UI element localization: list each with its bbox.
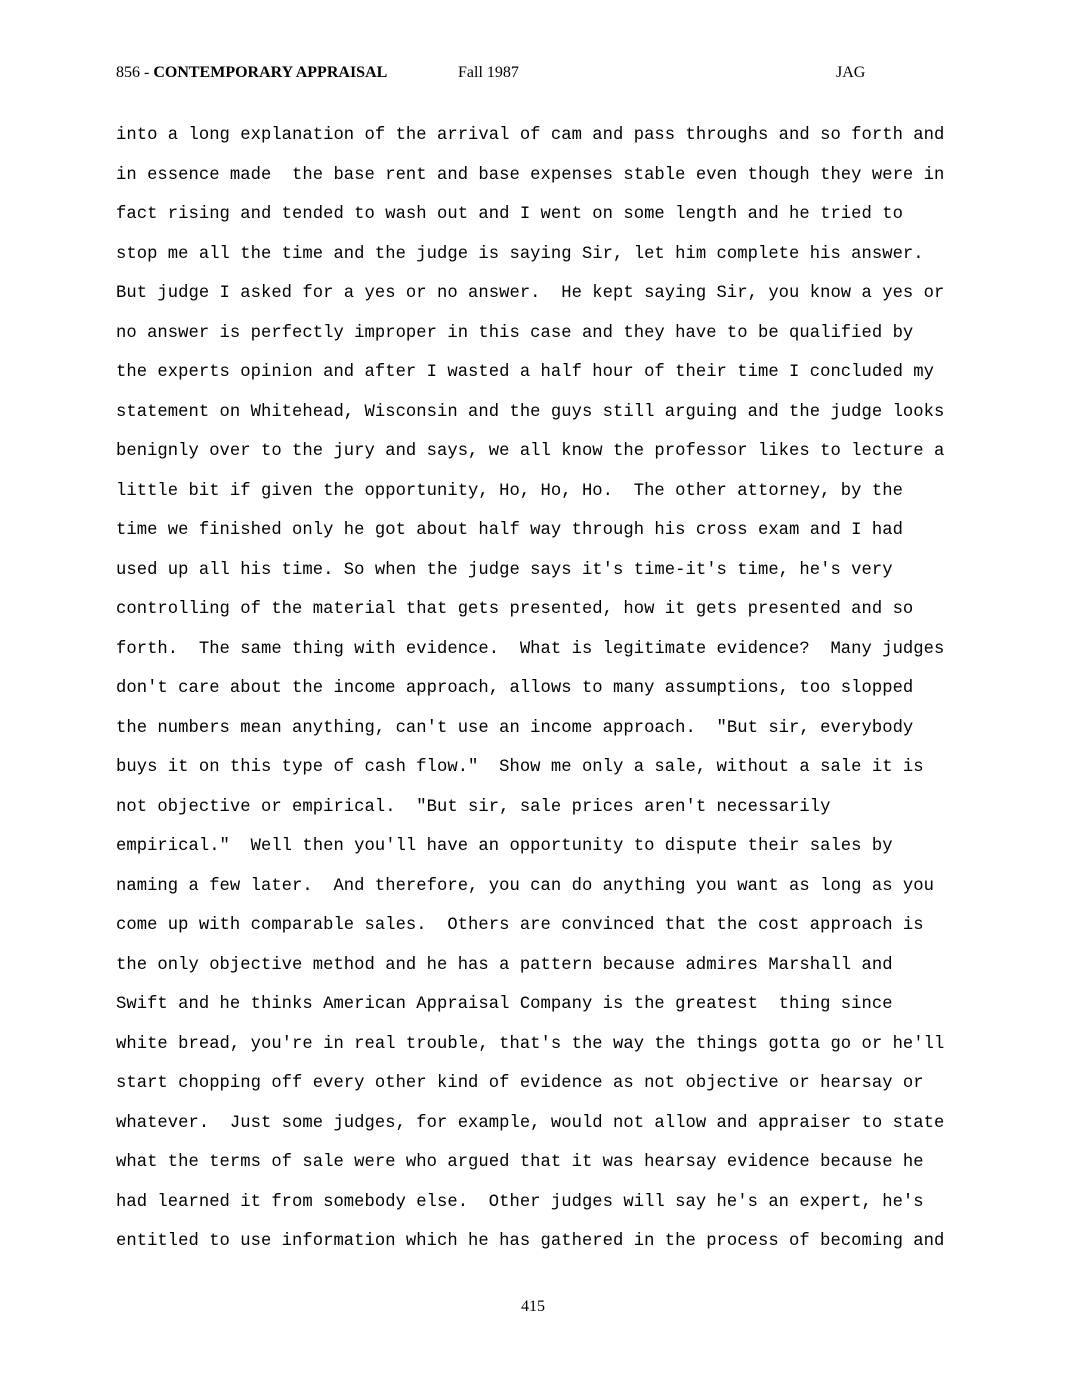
header-initials: JAG bbox=[836, 64, 866, 81]
text-line: stop me all the time and the judge is saying Sir, let him complete his answer. bbox=[116, 244, 924, 264]
text-line: what the terms of sale were who argued that it was hearsay evidence because he bbox=[116, 1153, 924, 1172]
text-line: into a long explanation of the arrival of cam and pass throughs and so forth and bbox=[116, 126, 945, 145]
text-line: don't care about the income approach, allows to many assumptions, too slopped bbox=[116, 679, 914, 698]
header-course-number: 856 - bbox=[116, 64, 154, 81]
text-line: buys it on this type of cash flow." Show me only a sale, without a sale it is bbox=[116, 758, 924, 777]
page-header bbox=[0, 62, 1066, 84]
text-line: start chopping off every other kind of evidence as not objective or hearsay or bbox=[116, 1074, 924, 1093]
text-line: benignly over to the jury and says, we all know the professor likes to lecture a bbox=[116, 442, 945, 461]
text-line: naming a few later. And therefore, you can do anything you want as long as you bbox=[116, 876, 934, 896]
text-line: the numbers mean anything, can't use an income approach. "But sir, everybody bbox=[116, 718, 914, 738]
text-line: controlling of the material that gets presented, how it gets presented and so bbox=[116, 600, 914, 619]
header-course bbox=[116, 62, 387, 84]
transcript-body bbox=[116, 116, 1016, 1262]
text-line: had learned it from somebody else. Other judges will say he's an expert, he's bbox=[116, 1192, 924, 1212]
text-line: Swift and he thinks American Appraisal Company is the greatest thing since bbox=[116, 995, 893, 1014]
text-line: the only objective method and he has a pattern because admires Marshall and bbox=[116, 955, 893, 975]
header-term: Fall 1987 bbox=[458, 64, 519, 81]
text-line: in essence made the base rent and base expenses stable even though they were in bbox=[116, 165, 945, 185]
text-line: white bread, you're in real trouble, that's the way the things gotta go or he'll bbox=[116, 1034, 945, 1054]
header-course-title: CONTEMPORARY APPRAISAL bbox=[153, 64, 388, 81]
text-line: the experts opinion and after I wasted a half hour of their time I concluded my bbox=[116, 363, 934, 382]
text-line: time we finished only he got about half way through his cross exam and I had bbox=[116, 521, 903, 540]
text-line: used up all his time. So when the judge says it's time-it's time, he's very bbox=[116, 560, 893, 580]
text-line: no answer is perfectly improper in this case and they have to be qualified by bbox=[116, 323, 914, 343]
text-line: forth. The same thing with evidence. What is legitimate evidence? Many judges bbox=[116, 639, 945, 659]
text-line: not objective or empirical. "But sir, sale prices aren't necessarily bbox=[116, 797, 831, 817]
text-line: entitled to use information which he has gathered in the process of becoming and bbox=[116, 1232, 945, 1251]
text-line: But judge I asked for a yes or no answer. He kept saying Sir, you know a yes or bbox=[116, 284, 945, 303]
text-line: empirical." Well then you'll have an opportunity to dispute their sales by bbox=[116, 837, 893, 856]
text-line: statement on Whitehead, Wisconsin and the guys still arguing and the judge looks bbox=[116, 402, 945, 422]
text-line: fact rising and tended to wash out and I went on some length and he tried to bbox=[116, 205, 903, 224]
page-number: 415 bbox=[521, 1298, 545, 1315]
text-line: little bit if given the opportunity, Ho, Ho, Ho. The other attorney, by the bbox=[116, 481, 903, 501]
text-line: come up with comparable sales. Others are convinced that the cost approach is bbox=[116, 916, 924, 935]
text-line: whatever. Just some judges, for example, would not allow and appraiser to state bbox=[116, 1113, 945, 1133]
